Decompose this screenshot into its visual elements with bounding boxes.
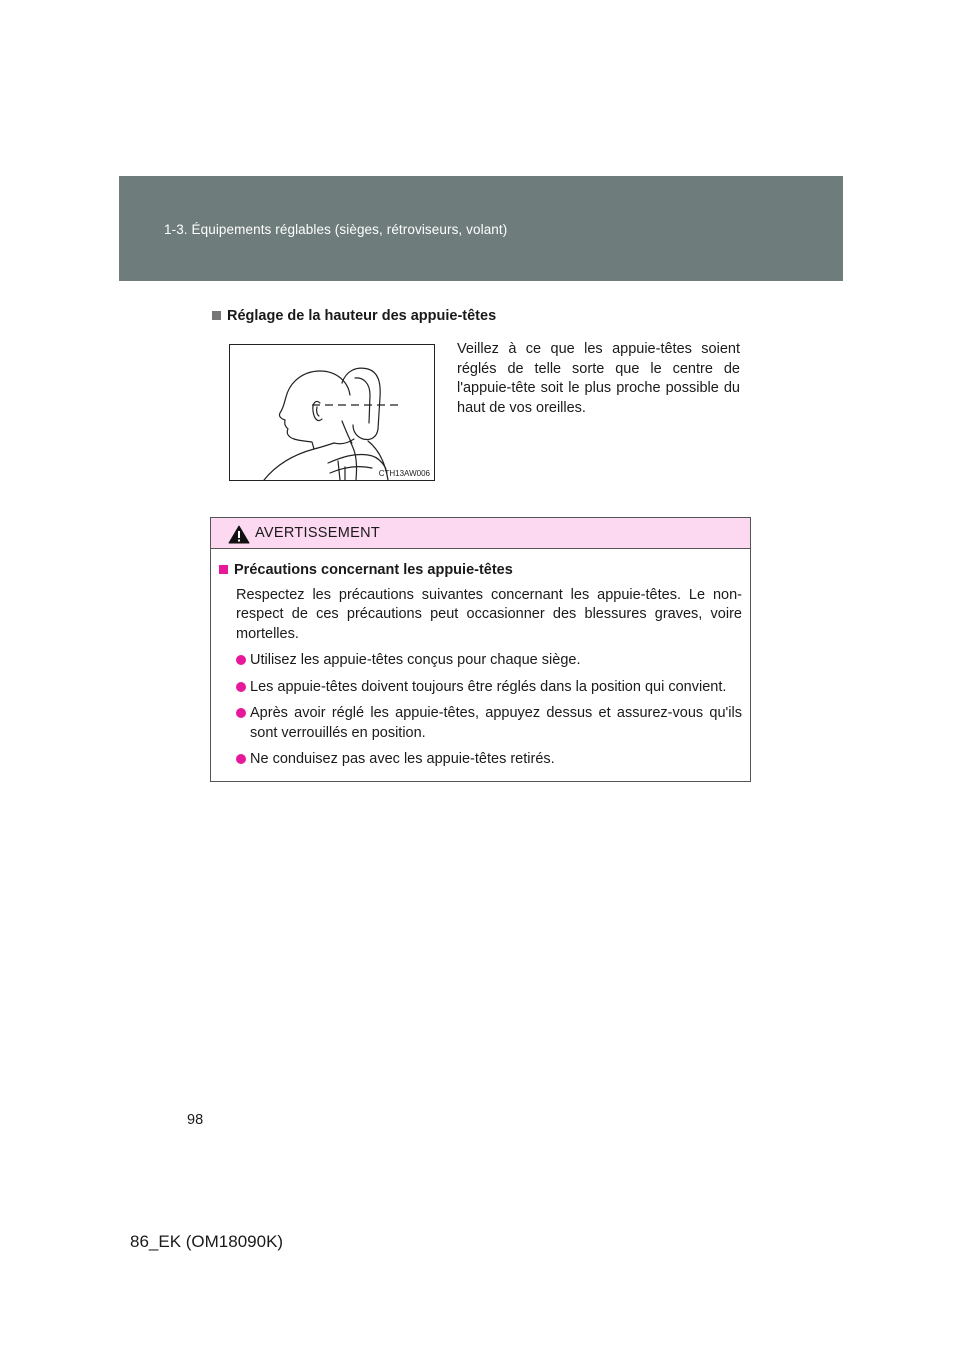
warning-list-item-text: Utilisez les appuie-têtes conçus pour chaque siège.	[250, 652, 581, 668]
square-bullet-icon	[219, 565, 228, 574]
warning-list-item-text: Ne conduisez pas avec les appuie-têtes retirés.	[250, 751, 555, 767]
warning-list-item	[219, 750, 742, 770]
warning-triangle-icon	[228, 525, 250, 544]
warning-body	[211, 549, 750, 770]
warning-paragraph: Respectez les précautions suivantes concernant les appuie-têtes. Le non-respect de ces précautions peut occasionner des blessures graves, voire mortelles.	[236, 586, 742, 642]
figure-code: CTH13AW006	[378, 469, 430, 478]
warning-header	[211, 518, 750, 549]
warning-title: AVERTISSEMENT	[255, 525, 381, 541]
intro-paragraph: Veillez à ce que les appuie-têtes soient réglés de telle sorte que le centre de l'appuie-tête soit le plus proche possible du haut de vos oreilles.	[457, 341, 740, 416]
section-heading	[212, 308, 496, 324]
page-number: 98	[187, 1112, 204, 1128]
warning-subheading-text: Précautions concernant les appuie-têtes	[234, 562, 513, 578]
warning-box	[210, 517, 751, 782]
header-band	[119, 176, 843, 281]
warning-subheading	[219, 561, 742, 581]
warning-list-item	[219, 678, 742, 698]
warning-list-item-text: Les appuie-têtes doivent toujours être réglés dans la position qui convient.	[250, 678, 727, 695]
round-bullet-icon	[236, 682, 246, 692]
warning-list-item	[219, 704, 742, 743]
section-heading-text: Réglage de la hauteur des appuie-têtes	[227, 308, 497, 324]
section-title: 1-3. Équipements réglables (sièges, rétroviseurs, volant)	[164, 222, 508, 237]
head-and-headrest-icon	[230, 345, 434, 480]
warning-list-item-text: Après avoir réglé les appuie-têtes, appuyez dessus et assurez-vous qu'ils sont verrouillés en position.	[250, 705, 742, 741]
round-bullet-icon	[236, 708, 246, 718]
headrest-illustration	[229, 344, 435, 481]
warning-list-item	[219, 651, 742, 671]
round-bullet-icon	[236, 655, 246, 665]
document-code: 86_EK (OM18090K)	[130, 1232, 284, 1251]
square-bullet-icon	[212, 311, 221, 320]
round-bullet-icon	[236, 754, 246, 764]
